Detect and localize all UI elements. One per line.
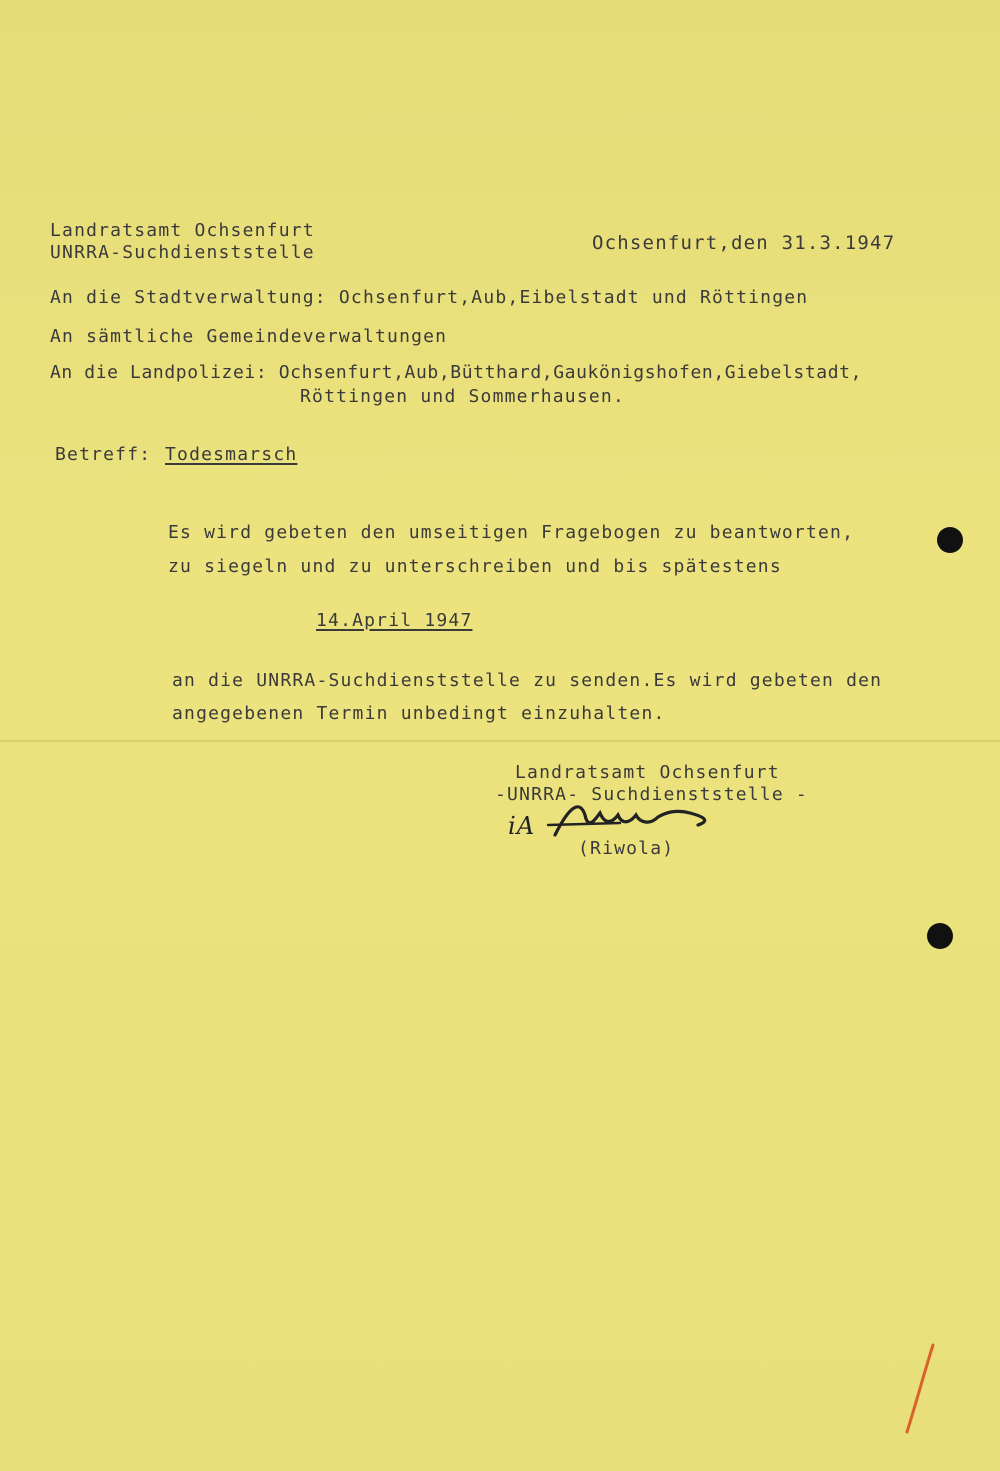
subject-label: Betreff: xyxy=(55,444,152,465)
recipient-polizei-line-1: An die Landpolizei: Ochsenfurt,Aub,Bütthard,Gaukönigshofen,Giebelstadt, xyxy=(50,362,863,383)
fold-line xyxy=(0,740,1000,742)
closing-line-1: Landratsamt Ochsenfurt xyxy=(515,762,780,783)
closing-prefix: iA xyxy=(508,812,536,840)
body-line-3: an die UNRRA-Suchdienststelle zu senden.Es wird gebeten den xyxy=(172,670,883,691)
date-line: Ochsenfurt,den 31.3.1947 xyxy=(592,232,896,254)
closing-name: (Riwola) xyxy=(578,838,675,859)
punch-hole-bottom xyxy=(927,923,953,949)
recipient-polizei-line-2: Röttingen und Sommerhausen. xyxy=(300,386,625,407)
body-line-4: angegebenen Termin unbedingt einzuhalten. xyxy=(172,703,666,724)
closing-line-2: -UNRRA- Suchdienststelle - xyxy=(495,784,808,805)
deadline: 14.April 1947 xyxy=(316,610,473,631)
punch-hole-top xyxy=(937,527,963,553)
body-line-1: Es wird gebeten den umseitigen Fragebogen zu beantworten, xyxy=(168,522,855,543)
subject-value: Todesmarsch xyxy=(165,444,298,465)
body-line-2: zu siegeln und zu unterschreiben und bis spätestens xyxy=(168,556,782,577)
recipient-gemeinde: An sämtliche Gemeindeverwaltungen xyxy=(50,326,448,347)
sender-line-1: Landratsamt Ochsenfurt xyxy=(50,220,315,241)
pen-mark xyxy=(895,1340,945,1440)
sender-line-2: UNRRA-Suchdienststelle xyxy=(50,242,315,263)
recipient-stadt: An die Stadtverwaltung: Ochsenfurt,Aub,Eibelstadt und Röttingen xyxy=(50,287,809,308)
